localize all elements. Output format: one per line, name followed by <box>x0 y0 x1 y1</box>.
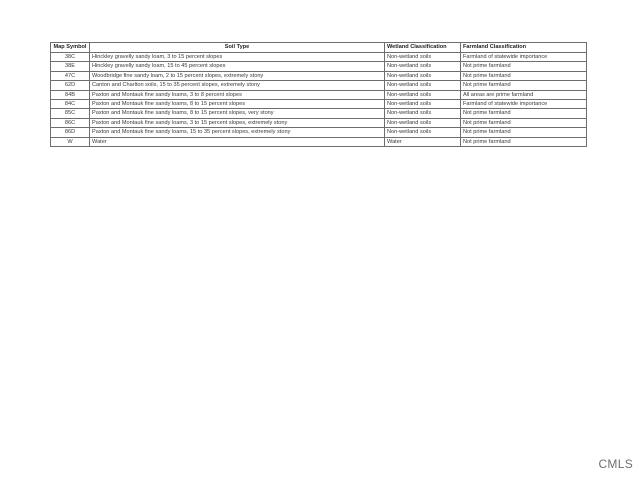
farmland-cell: Not prime farmland <box>461 109 587 118</box>
farmland-cell: Farmland of statewide importance <box>461 100 587 109</box>
farmland-cell: Not prime farmland <box>461 81 587 90</box>
map-symbol-cell: 85C <box>51 109 90 118</box>
farmland-cell: Not prime farmland <box>461 62 587 71</box>
table-row <box>51 100 587 109</box>
map-symbol-cell: 86D <box>51 128 90 137</box>
wetland-cell: Non-wetland soils <box>385 118 461 127</box>
header-map-symbol: Map Symbol <box>51 43 90 53</box>
wetland-cell: Water <box>385 137 461 146</box>
farmland-cell: Farmland of statewide importance <box>461 53 587 62</box>
map-symbol-cell: 47C <box>51 71 90 80</box>
map-symbol-cell: 62D <box>51 81 90 90</box>
header-soil-type: Soil Type <box>90 43 385 53</box>
header-farmland-classification: Farmland Classification <box>461 43 587 53</box>
soil-type-cell: Paxton and Montauk fine sandy loams, 8 to 15 percent slopes <box>90 100 385 109</box>
soil-type-cell: Canton and Charlton soils, 15 to 35 percent slopes, extremely stony <box>90 81 385 90</box>
map-symbol-cell: 38C <box>51 53 90 62</box>
cmls-watermark: CMLS <box>598 457 633 471</box>
wetland-cell: Non-wetland soils <box>385 53 461 62</box>
farmland-cell: Not prime farmland <box>461 128 587 137</box>
soil-type-cell: Paxton and Montauk fine sandy loams, 3 to 8 percent slopes <box>90 90 385 99</box>
table-row <box>51 109 587 118</box>
table-row <box>51 81 587 90</box>
table-row <box>51 118 587 127</box>
map-symbol-cell: 38E <box>51 62 90 71</box>
table-row <box>51 62 587 71</box>
table-row <box>51 137 587 146</box>
table-header-row <box>51 43 587 53</box>
table-row <box>51 71 587 80</box>
soil-type-cell: Woodbridge fine sandy loam, 2 to 15 percent slopes, extremely stony <box>90 71 385 80</box>
wetland-cell: Non-wetland soils <box>385 100 461 109</box>
farmland-cell: All areas are prime farmland <box>461 90 587 99</box>
header-wetland-classification: Wetland Classification <box>385 43 461 53</box>
soil-classification-sheet <box>50 42 586 147</box>
table-row <box>51 128 587 137</box>
wetland-cell: Non-wetland soils <box>385 90 461 99</box>
wetland-cell: Non-wetland soils <box>385 109 461 118</box>
soil-classification-table <box>50 42 587 147</box>
wetland-cell: Non-wetland soils <box>385 128 461 137</box>
farmland-cell: Not prime farmland <box>461 137 587 146</box>
map-symbol-cell: 84B <box>51 90 90 99</box>
wetland-cell: Non-wetland soils <box>385 62 461 71</box>
table-row <box>51 53 587 62</box>
map-symbol-cell: W <box>51 137 90 146</box>
map-symbol-cell: 84C <box>51 100 90 109</box>
map-symbol-cell: 86C <box>51 118 90 127</box>
soil-type-cell: Hinckley gravelly sandy loam, 3 to 15 percent slopes <box>90 53 385 62</box>
soil-type-cell: Paxton and Montauk fine sandy loams, 8 to 15 percent slopes, very stony <box>90 109 385 118</box>
wetland-cell: Non-wetland soils <box>385 81 461 90</box>
farmland-cell: Not prime farmland <box>461 71 587 80</box>
soil-type-cell: Water <box>90 137 385 146</box>
soil-type-cell: Hinckley gravelly sandy loam, 15 to 45 percent slopes <box>90 62 385 71</box>
wetland-cell: Non-wetland soils <box>385 71 461 80</box>
farmland-cell: Not prime farmland <box>461 118 587 127</box>
table-row <box>51 90 587 99</box>
soil-type-cell: Paxton and Montauk fine sandy loams, 3 to 15 percent slopes, extremely stony <box>90 118 385 127</box>
soil-type-cell: Paxton and Montauk fine sandy loams, 15 to 35 percent slopes, extremely stony <box>90 128 385 137</box>
